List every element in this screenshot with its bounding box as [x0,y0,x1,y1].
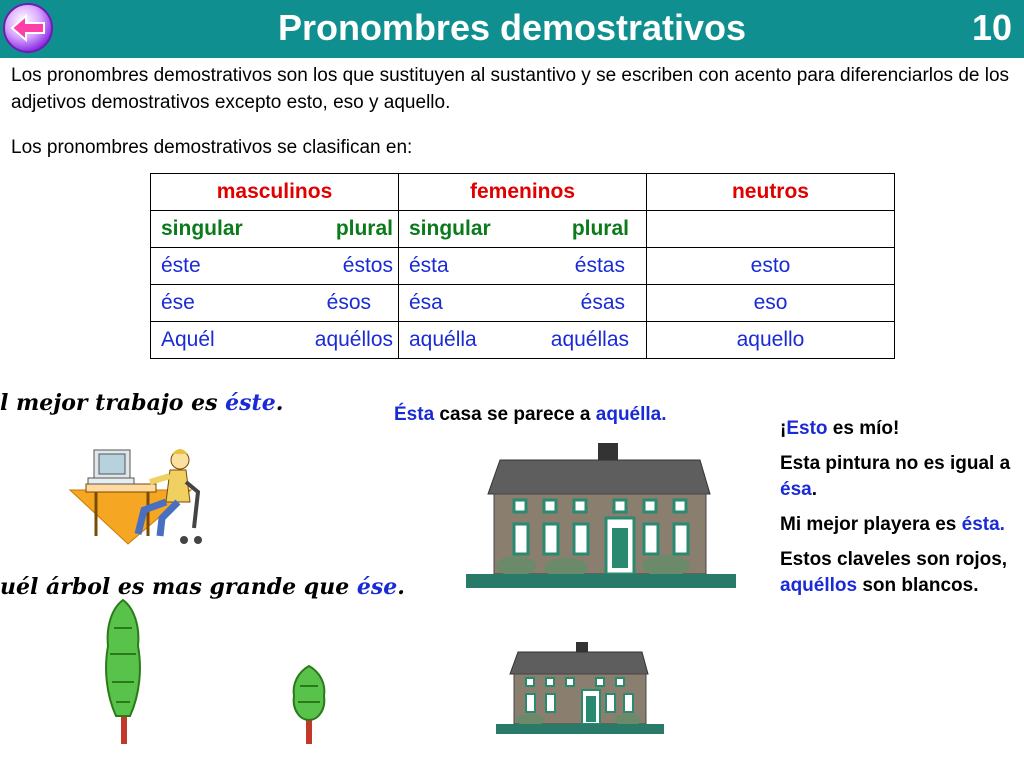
subheader-plural: plural [335,217,393,240]
page-number: 10 [971,7,1012,48]
cell-neutro: esto [647,248,895,285]
intro-classification: Los pronombres demostrativos se clasifican en: [11,137,413,158]
example-sentence-3: Ésta casa se parece a aquélla. [394,404,667,425]
cell-masc-singular: Aquél [161,328,215,351]
subheader-femeninos [399,211,647,248]
side-example: Esta pintura no es igual a ésa. [780,453,1011,500]
cell-fem-singular: ésa [409,291,443,314]
table-row [151,248,895,285]
cell-fem-plural: ésas [580,291,625,314]
side-example: Estos claveles son rojos, aquéllos son blancos. [780,549,1008,596]
cell-neutro: eso [647,285,895,322]
table-row [151,322,895,359]
side-example: Mi mejor playera es ésta. [780,514,1005,535]
cell-fem-singular: aquélla [409,328,477,351]
subheader-masculinos [151,211,399,248]
cell-masc-singular: ése [161,291,195,314]
small-tree-illustration [288,664,330,744]
subheader-singular: singular [161,217,243,240]
cell-fem-plural: éstas [574,254,625,277]
cell-fem-plural: aquéllas [550,328,629,351]
header-masculinos: masculinos [151,174,399,211]
tall-tree-illustration [100,598,146,744]
person-at-computer-illustration [66,432,211,552]
page-title: Pronombres demostrativos [277,7,747,48]
header-femeninos: femeninos [399,174,647,211]
side-examples [780,416,1015,608]
cell-neutro: aquello [647,322,895,359]
small-house-illustration [496,642,664,734]
subheader-singular: singular [409,217,491,240]
cell-masc-plural: ésos [326,291,371,314]
subheader-plural: plural [571,217,629,240]
table-subheader-row [151,211,895,248]
table-row [151,285,895,322]
cell-masc-plural: éstos [342,254,393,277]
title-bar [0,0,1024,58]
table-header-row [151,174,895,211]
large-house-illustration [466,438,736,588]
example-sentence-1: l mejor trabajo es éste. [0,390,284,416]
cell-masc-plural: aquéllos [314,328,393,351]
side-example: ¡Esto es mío! [780,418,900,439]
cell-masc-singular: éste [161,254,201,277]
intro-paragraph: Los pronombres demostrativos son los que sustituyen al sustantivo y se escriben con acento para diferenciarlos de los adjetivos demostrativos excepto esto, eso y aquello. [11,65,1010,113]
example-sentence-2: uél árbol es mas grande que ése. [0,574,405,600]
pronouns-table [150,173,895,359]
header-neutros: neutros [647,174,895,211]
cell-fem-singular: ésta [409,254,449,277]
subheader-neutros-empty [647,211,895,248]
